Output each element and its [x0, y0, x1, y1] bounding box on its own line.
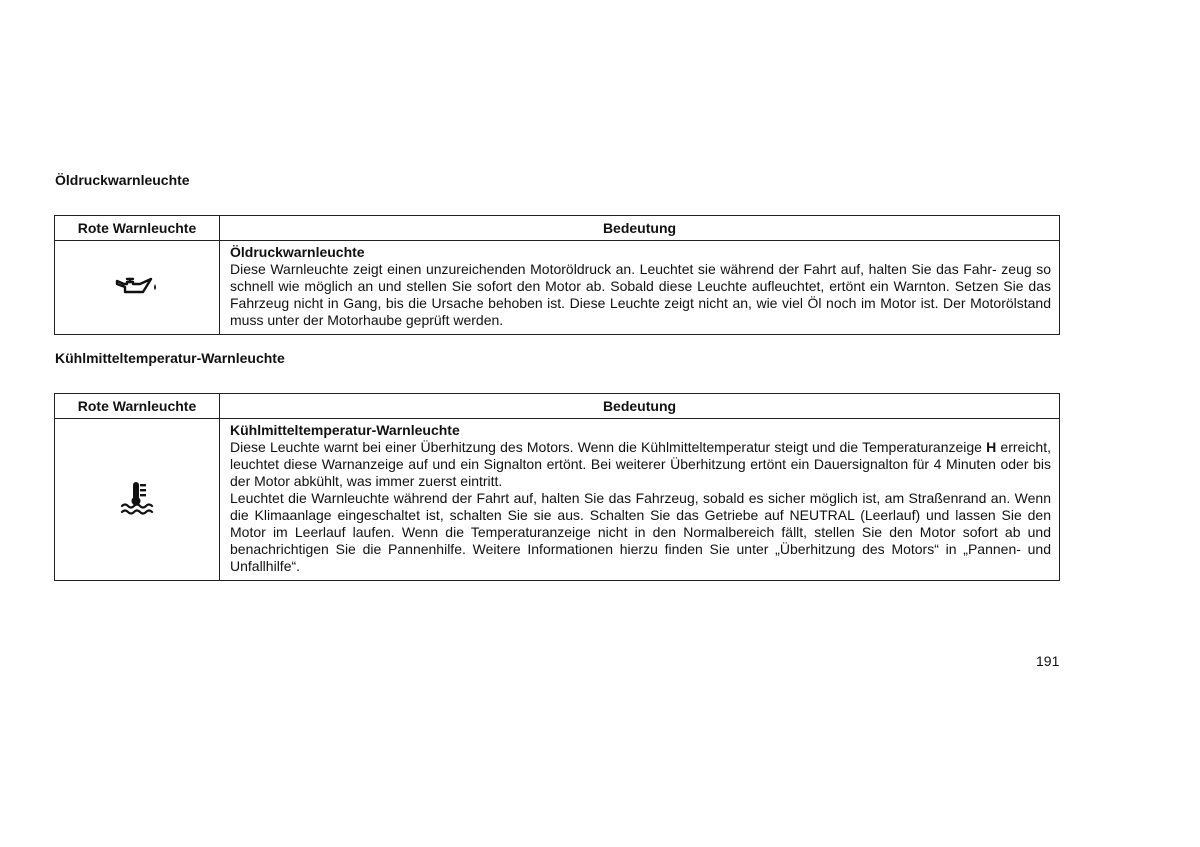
page-number: 191 [1036, 653, 1060, 669]
icon-cell [55, 241, 220, 335]
description-text: Diese Warnleuchte zeigt einen unzureichenden Motoröldruck an. Leuchtet sie während der Fahrt auf, halten Sie das Fahr- zeug so schnell wie möglich an und stellen Sie sofort den Motor ab. Sobald diese Leuchte aufleuchtet, ertönt ein Warnton. Setzen Sie das Fahrzeug nicht in Gang, bis die Ursache behoben ist. Diese Leuchte zeigt nicht an, wie viel Öl noch im Motor ist. Der Motorölstand muss unter der Motorhaube geprüft werden. [230, 261, 1052, 328]
description-cell [220, 241, 1060, 335]
column-header-meaning: Bedeutung [220, 394, 1060, 419]
column-header-warning-light: Rote Warnleuchte [55, 216, 220, 241]
table-row [55, 241, 1060, 335]
column-header-warning-light: Rote Warnleuchte [55, 394, 220, 419]
description-title: Kühlmitteltemperatur-Warnleuchte [230, 422, 460, 438]
oil-pressure-table [54, 215, 1060, 335]
section-heading-coolant-temperature: Kühlmitteltemperatur-Warnleuchte [55, 350, 285, 366]
icon-cell [55, 419, 220, 581]
coolant-temperature-icon [119, 481, 155, 515]
description-cell [220, 419, 1060, 581]
table-header-row [55, 216, 1060, 241]
table-row [55, 419, 1060, 581]
description-title: Öldruckwarnleuchte [230, 244, 365, 260]
oil-can-icon [113, 274, 161, 298]
description-text: Diese Leuchte warnt bei einer Überhitzung des Motors. Wenn die Kühlmitteltemperatur steigt und die Temperaturanzeige H erreicht, leuchtet diese Warnanzeige auf und ein Signalton ertönt. Bei weiterer Überhitzung ertönt ein Dauersignalton für 4 Minuten oder bis der Motor abkühlt, was immer zuerst eintritt. Leuchtet die Warnleuchte während der Fahrt auf, halten Sie das Fahrzeug, sobald es sicher möglich ist, am Straßenrand an. Wenn die Klimaanlage eingeschaltet ist, schalten Sie sie aus. Schalten Sie das Getriebe auf NEUTRAL (Leerlauf) und lassen Sie den Motor im Leerlauf laufen. Wenn die Temperaturanzeige nicht in den Normalbereich fällt, stellen Sie den Motor sofort ab und benachrichtigen Sie die Pannenhilfe. Weitere Informationen hierzu finden Sie unter „Überhitzung des Motors“ in „Pannen- und Unfallhilfe“. [230, 439, 1052, 574]
table-header-row [55, 394, 1060, 419]
temperature-gauge-h-mark: H [986, 439, 997, 455]
coolant-temperature-table [54, 393, 1060, 581]
section-heading-oil-pressure: Öldruckwarnleuchte [55, 172, 190, 188]
column-header-meaning: Bedeutung [220, 216, 1060, 241]
